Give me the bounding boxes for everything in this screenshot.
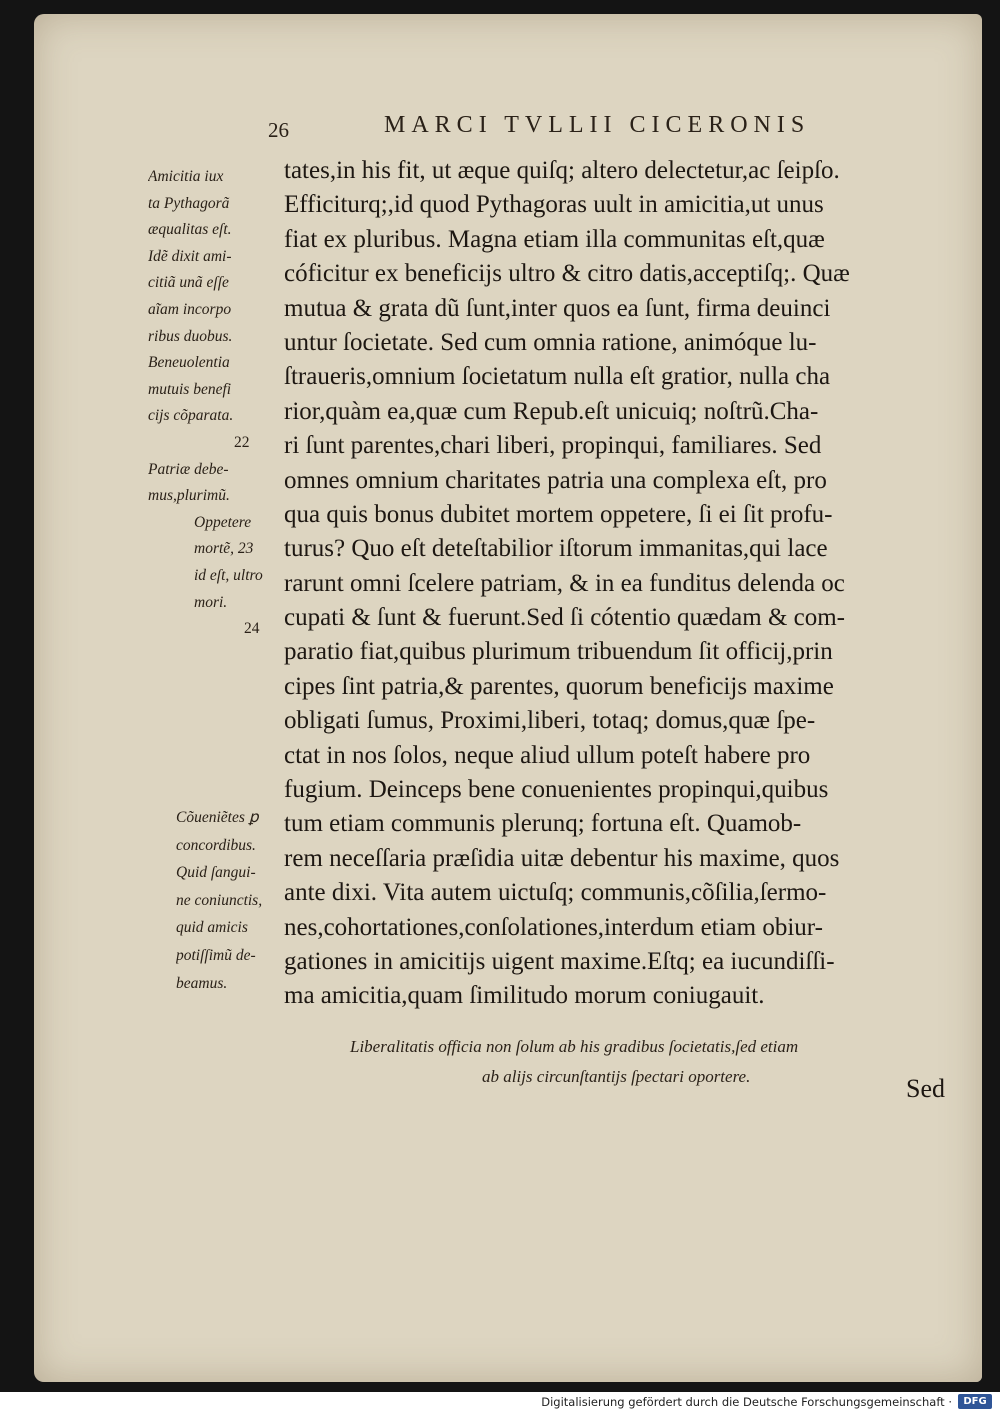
margin-note: mutuis benefi xyxy=(148,380,232,398)
margin-note: mori. xyxy=(194,593,228,611)
margin-note: Quid ſangui- xyxy=(176,864,256,882)
page-number: 26 xyxy=(268,118,289,142)
margin-note: mus,plurimũ. xyxy=(148,487,230,505)
margin-note: aĩam incorpo xyxy=(148,300,232,318)
section-heading-line-1: Liberalitatis officia non ſolum ab his gradibus ſocietatis,ſed etiam xyxy=(350,1037,799,1056)
section-heading-line-2: ab alijs circunſtantijs ſpectari oportere. xyxy=(482,1067,751,1086)
text-line: paratio fiat,quibus plurimum tribuendum ſit officij,prin xyxy=(284,638,833,666)
text-line: tum etiam communis plerunq; fortuna eſt. Quamob- xyxy=(284,810,802,838)
text-line: rarunt omni ſcelere patriam, & in ea funditus delenda oc xyxy=(284,569,845,597)
margin-note: beamus. xyxy=(176,974,228,992)
text-line: qua quis bonus dubitet mortem oppetere, ſi ei ſit profu- xyxy=(284,500,833,528)
text-line: Efficiturq;,id quod Pythagoras uult in amicitia,ut unus xyxy=(284,191,824,219)
section-heading xyxy=(350,1032,930,1092)
text-line: mutua & grata dũ ſunt,inter quos ea ſunt, firma deuinci xyxy=(284,294,831,322)
running-head: MARCI TVLLII CICERONIS xyxy=(384,112,811,138)
text-line: untur ſocietate. Sed cum omnia ratione, animóque lu- xyxy=(284,328,817,356)
text-line: cóficitur ex beneficijs ultro & citro datis,acceptiſq;. Quæ xyxy=(284,260,850,288)
text-line: fugium. Deinceps bene conuenientes propinqui,quibus xyxy=(284,776,829,804)
margin-note: cijs cõparata. xyxy=(148,407,234,425)
text-line: gationes in amicitijs uigent maxime.Eſtq; ea iucundiſſi- xyxy=(284,947,835,975)
margin-note: potiſſimũ de- xyxy=(176,946,256,964)
catchword: Sed xyxy=(906,1074,945,1103)
text-line: omnes omnium charitates patria una complexa eſt, pro xyxy=(284,466,827,494)
margin-note: Patriæ debe- xyxy=(148,460,229,478)
text-line: ctat in nos ſolos, neque aliud ullum poteſt habere pro xyxy=(284,741,811,769)
margin-note: concordibus. xyxy=(176,836,256,854)
margin-note: citiã unã eſſe xyxy=(148,274,229,292)
dfg-logo-icon: DFG xyxy=(958,1394,992,1409)
margin-note: æqualitas eſt. xyxy=(148,221,232,239)
main-text xyxy=(284,154,954,1014)
margin-note: Cõueniẽtes ꝑ xyxy=(176,809,259,826)
margin-note: mortẽ, 23 xyxy=(194,540,254,558)
margin-number: 22 xyxy=(234,433,250,451)
text-line: ante dixi. Vita autem uictuſq; communis,cõſilia,ſermo- xyxy=(284,879,827,907)
margin-note: ta Pythagorã xyxy=(148,194,230,212)
margin-note: ribus duobus. xyxy=(148,327,233,345)
margin-note: Idẽ dixit ami- xyxy=(148,247,232,265)
margin-number: 24 xyxy=(244,620,260,638)
text-line: cipes ſint patria,& parentes, quorum beneficijs maxime xyxy=(284,672,834,700)
text-line: turus? Quo eſt deteſtabilior iſtorum immanitas,qui lace xyxy=(284,535,828,563)
text-line: ma amicitia,quam ſimilitudo morum coniugauit. xyxy=(284,982,765,1010)
text-line: ſtraueris,omnium ſocietatum nulla eſt gratior, nulla cha xyxy=(284,363,831,391)
margin-note: id eſt, ultro xyxy=(194,566,263,584)
margin-notes-top xyxy=(148,164,290,643)
text-line: tates,in his fit, ut æque quiſq; altero delectetur,ac ſeipſo. xyxy=(284,157,840,184)
text-line: obligati ſumus, Proximi,liberi, totaq; domus,quæ ſpe- xyxy=(284,707,816,735)
text-line: fiat ex pluribus. Magna etiam illa communitas eſt,quæ xyxy=(284,225,825,253)
text-line: rior,quàm ea,quæ cum Repub.eſt unicuiq; noſtrũ.Cha- xyxy=(284,397,819,425)
funding-notice: Digitalisierung gefördert durch die Deutsche Forschungsgemeinschaft · xyxy=(541,1395,952,1409)
margin-note: Beneuolentia xyxy=(148,354,230,372)
text-line: rem neceſſaria præſidia uitæ debentur his maxime, quos xyxy=(284,844,840,872)
margin-note: ne coniunctis, xyxy=(176,891,263,909)
text-line: ri ſunt parentes,chari liberi, propinqui, familiares. Sed xyxy=(284,432,822,460)
text-line: nes,cohortationes,conſolationes,interdum etiam obiur- xyxy=(284,913,823,941)
text-line: cupati & ſunt & fuerunt.Sed ſi cótentio quædam & com- xyxy=(284,604,846,632)
margin-note: Oppetere xyxy=(194,513,252,531)
margin-note: Amicitia iux xyxy=(148,168,224,185)
margin-note: quid amicis xyxy=(176,919,248,937)
